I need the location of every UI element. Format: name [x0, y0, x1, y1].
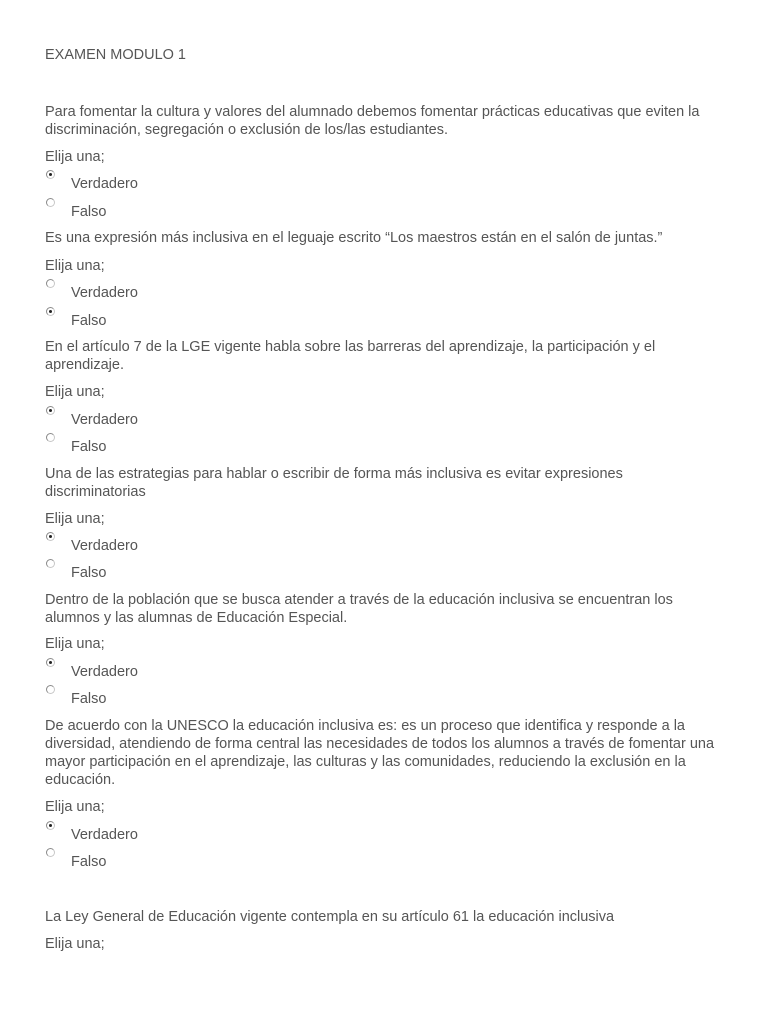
choose-one-label: Elija una; — [45, 636, 105, 652]
question-text: Para fomentar la cultura y valores del alumnado debemos fomentar prácticas educativas que eviten la discriminación, segregación o exclusión de los/las estudiantes. — [45, 104, 700, 138]
radio-button[interactable] — [46, 170, 55, 179]
question-text: Una de las estrategias para hablar o escribir de forma más inclusiva es evitar expresiones discriminatorias — [45, 466, 623, 500]
option-label: Verdadero — [71, 412, 138, 428]
option-label: Falso — [71, 313, 107, 329]
choose-one-label: Elija una; — [45, 936, 105, 952]
option-true[interactable] — [45, 532, 245, 552]
choose-one-label: Elija una; — [45, 799, 105, 815]
option-true[interactable] — [45, 658, 245, 678]
radio-button[interactable] — [46, 279, 55, 288]
option-label: Falso — [71, 439, 107, 455]
option-false[interactable] — [45, 559, 245, 579]
radio-button[interactable] — [46, 433, 55, 442]
option-label: Verdadero — [71, 538, 138, 554]
option-false[interactable] — [45, 685, 245, 705]
option-false[interactable] — [45, 433, 245, 453]
option-label: Falso — [71, 204, 107, 220]
question-text: La Ley General de Educación vigente contempla en su artículo 61 la educación inclusiva — [45, 909, 615, 925]
option-label: Verdadero — [71, 285, 138, 301]
choose-one-label: Elija una; — [45, 384, 105, 400]
option-true[interactable] — [45, 170, 245, 190]
radio-button[interactable] — [46, 559, 55, 568]
radio-button[interactable] — [46, 658, 55, 667]
option-label: Verdadero — [71, 176, 138, 192]
question-text: Dentro de la población que se busca atender a través de la educación inclusiva se encuentran los alumnos y las alumnas de Educación Especial. — [45, 592, 673, 626]
option-label: Falso — [71, 854, 107, 870]
question-text: En el artículo 7 de la LGE vigente habla sobre las barreras del aprendizaje, la participación y el aprendizaje. — [45, 339, 656, 373]
question-text: Es una expresión más inclusiva en el leguaje escrito “Los maestros están en el salón de juntas.” — [45, 230, 663, 246]
radio-button[interactable] — [46, 406, 55, 415]
question-text: De acuerdo con la UNESCO la educación inclusiva es: es un proceso que identifica y responde a la diversidad, atendiendo de forma central las necesidades de todos los alumnos a través de fomentar una mayor participación en el aprendizaje, las culturas y las comunidades, reduciendo la exclusión en la educación. — [45, 718, 715, 788]
radio-button[interactable] — [46, 307, 55, 316]
option-true[interactable] — [45, 406, 245, 426]
radio-button[interactable] — [46, 848, 55, 857]
radio-button[interactable] — [46, 821, 55, 830]
radio-button[interactable] — [46, 685, 55, 694]
radio-button[interactable] — [46, 532, 55, 541]
option-true[interactable] — [45, 279, 245, 299]
radio-button[interactable] — [46, 198, 55, 207]
choose-one-label: Elija una; — [45, 149, 105, 165]
option-label: Falso — [71, 565, 107, 581]
option-true[interactable] — [45, 821, 245, 841]
option-label: Falso — [71, 691, 107, 707]
option-false[interactable] — [45, 307, 245, 327]
choose-one-label: Elija una; — [45, 258, 105, 274]
choose-one-label: Elija una; — [45, 511, 105, 527]
page-title: EXAMEN MODULO 1 — [45, 47, 186, 63]
option-false[interactable] — [45, 848, 245, 868]
option-label: Verdadero — [71, 664, 138, 680]
option-false[interactable] — [45, 198, 245, 218]
option-label: Verdadero — [71, 827, 138, 843]
